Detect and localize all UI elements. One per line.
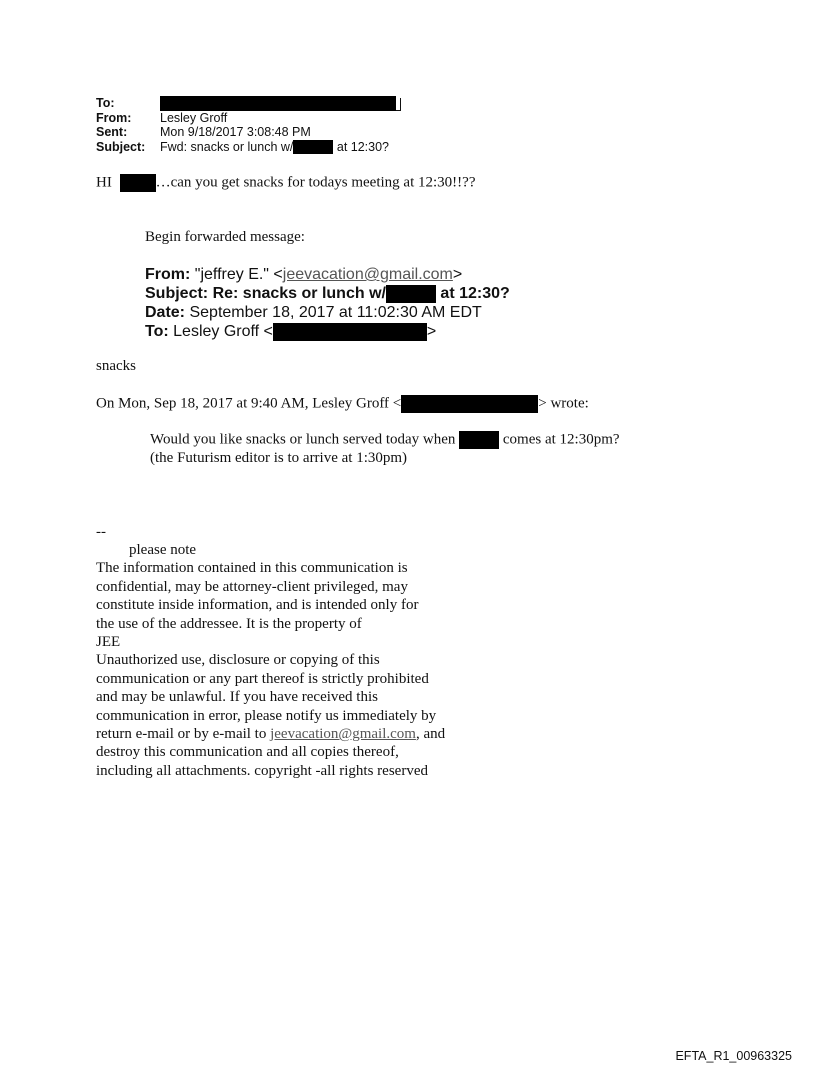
disclaimer-line: communication or any part thereof is strictly prohibited [96,670,429,687]
quote-line1-prefix: Would you like snacks or lunch served today when [150,431,456,448]
disclaimer-block [96,541,445,780]
disclaimer-email-link[interactable]: jeevacation@gmail.com [270,726,416,743]
disclaimer-line10-prefix: return e-mail or by e-mail to [96,726,267,743]
quote-line-1 [150,431,620,449]
subject-label: Subject: [96,139,146,154]
disclaimer-line: and may be unlawful. If you have received this [96,689,378,706]
forwarded-header [145,265,510,341]
fwd-from-email-link[interactable]: jeevacation@gmail.com [282,266,453,283]
fwd-to-prefix: Lesley Groff < [173,323,273,340]
redaction-bar [459,431,499,449]
from-label: From: [96,110,132,125]
redaction-bar [120,174,156,192]
from-value: Lesley Groff [160,110,228,125]
fwd-date-row [145,303,510,322]
fwd-to-suffix: > [426,323,437,340]
fwd-to-label: To: [145,323,169,340]
begin-forwarded: Begin forwarded message: [145,229,305,245]
fwd-from-suffix: > [452,266,463,283]
disclaimer-line: Unauthorized use, disclosure or copying of this [96,652,380,669]
redaction-bar [273,323,427,341]
to-label: To: [96,96,115,110]
disclaimer-line: including all attachments. copyright -all rights reserved [96,762,428,779]
quote-line1-suffix: comes at 12:30pm? [502,431,620,448]
redaction-bar [401,395,538,413]
subject-value [160,140,389,155]
please-note: please note [129,542,197,558]
fwd-from-label: From: [145,266,191,283]
quote-line-2: (the Futurism editor is to arrive at 1:30pm) [150,450,408,466]
greeting-suffix: …can you get snacks for todays meeting at 12:30!!?? [155,174,476,191]
redaction-bar [386,285,436,303]
disclaimer-line-email [96,725,445,743]
quote-intro-prefix: On Mon, Sep 18, 2017 at 9:40 AM, Lesley Groff < [96,395,402,412]
document-id: EFTA_R1_00963325 [675,1049,792,1063]
fwd-date-value: September 18, 2017 at 11:02:30 AM EDT [189,304,482,321]
disclaimer-line: communication in error, please notify us immediately by [96,707,437,724]
fwd-date-label: Date: [145,304,186,321]
fwd-subject-suffix: at 12:30? [440,285,510,302]
disclaimer-line: The information contained in this communication is [96,560,408,577]
subject-prefix: Fwd: snacks or lunch w/ [160,139,294,154]
disclaimer-line: JEE [96,634,121,651]
sent-label: Sent: [96,125,128,139]
disclaimer-line10-suffix: , and [415,726,446,743]
signature-dashes: -- [96,524,106,540]
redaction-bar [160,96,396,111]
disclaimer-line: the use of the addressee. It is the property of [96,615,362,632]
fwd-subject-prefix: Re: snacks or lunch w/ [212,285,386,302]
quote-intro-suffix: > wrote: [538,395,589,412]
fwd-from-row [145,265,510,284]
fwd-subject-label: Subject: [145,285,209,302]
reply-text: snacks [96,358,136,374]
fwd-to-row [145,322,510,341]
fwd-from-prefix: "jeffrey E." < [194,266,283,283]
disclaimer-line: destroy this communication and all copies thereof, [96,744,399,761]
to-value [160,96,401,111]
redaction-bar [293,140,333,154]
quote-intro [96,395,589,413]
greeting-prefix: HI [96,174,112,191]
disclaimer-line: confidential, may be attorney-client privileged, may [96,578,408,595]
disclaimer-line: constitute inside information, and is intended only for [96,597,419,614]
greeting-line [96,174,475,192]
subject-suffix: at 12:30? [336,139,390,154]
bracket-mark [396,98,401,111]
sent-value: Mon 9/18/2017 3:08:48 PM [160,125,311,139]
fwd-subject-row [145,284,510,303]
